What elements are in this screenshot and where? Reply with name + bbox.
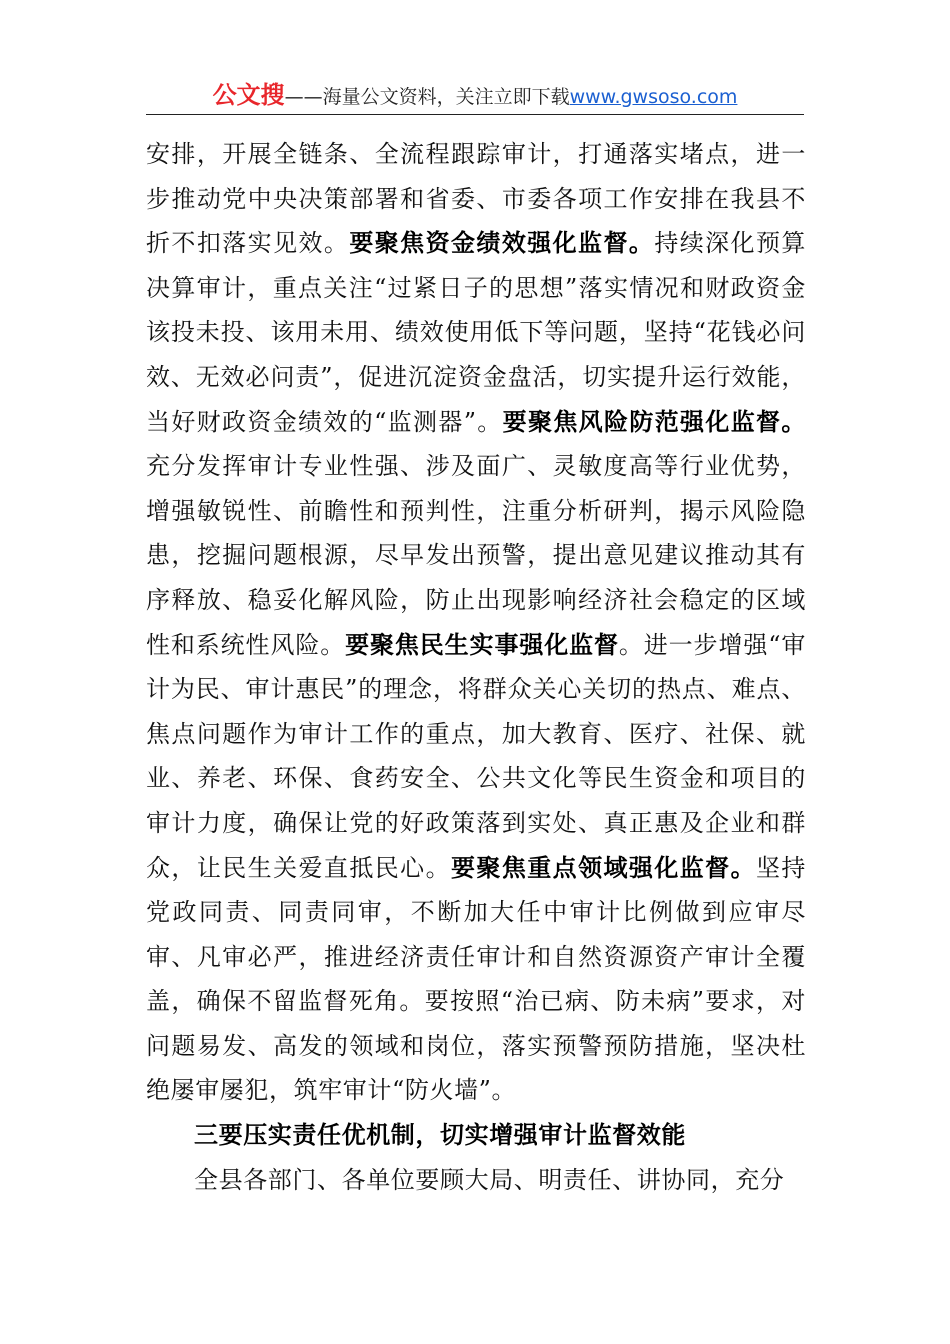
body-paragraph xyxy=(146,132,806,1113)
site-link[interactable]: www.gwsoso.com xyxy=(569,86,738,108)
header-divider xyxy=(146,114,804,115)
paragraph-text: 。进一步增强“审计为民、审计惠民”的理念，将群众关心关切的热点、难点、焦点问题作为审计工作的重点，加大教育、医疗、社保、就业、养老、环保、食药安全、公共文化等民生资金和项目的审计力度，确保让党的好政策落到实处、真正惠及企业和群众，让民生关爱直抵民心。 xyxy=(146,630,806,882)
paragraph-text: 充分发挥审计专业性强、涉及面广、灵敏度高等行业优势，增强敏锐性、前瞻性和预判性，注重分析研判，揭示风险隐患，挖掘问题根源，尽早发出预警，提出意见建议推动其有序释放、稳妥化解风险，防止出现影响经济社会稳定的区域性和系统性风险。 xyxy=(146,452,806,659)
section-heading: 三要压实责任优机制，切实增强审计监督效能 xyxy=(194,1120,686,1150)
body-paragraph: 全县各部门、各单位要顾大局、明责任、讲协同，充分 xyxy=(194,1165,785,1194)
brand-logo-text: 公文搜 xyxy=(212,81,285,109)
document-body xyxy=(146,132,806,1202)
bold-key-point: 要聚焦资金绩效强化监督。 xyxy=(349,228,655,258)
page-header xyxy=(0,80,950,112)
paragraph-text: 安排，开展全链条、全流程跟踪审计，打通落实堵点，进一步推动党中央决策部署和省委、市委各项工作安排在我县不折不扣落实见效。 xyxy=(146,140,806,258)
bold-key-point: 要聚焦风险防范强化监督。 xyxy=(502,406,806,436)
paragraph-text: 持续深化预算决算审计，重点关注“过紧日子的思想”落实情况和财政资金该投未投、该用未用、绩效使用低下等问题，坚持“花钱必问效、无效必问责”，促进沉淀资金盘活，切实提升运行效能，当好财政资金绩效的“监测器”。 xyxy=(146,229,806,436)
header-tagline: ——海量公文资料，关注立即下载 xyxy=(284,86,570,108)
bold-key-point: 要聚焦重点领域强化监督。 xyxy=(451,852,756,882)
paragraph-text: 坚持党政同责、同责同审，不断加大任中审计比例做到应审尽审、凡审必严，推进经济责任审计和自然资源资产审计全覆盖，确保不留监督死角。要按照“治已病、防未病”要求，对问题易发、高发的领域和岗位，落实预警预防措施，坚决杜绝屡审屡犯，筑牢审计“防火墙”。 xyxy=(146,853,807,1105)
bold-key-point: 要聚焦民生实事强化监督 xyxy=(345,629,619,659)
